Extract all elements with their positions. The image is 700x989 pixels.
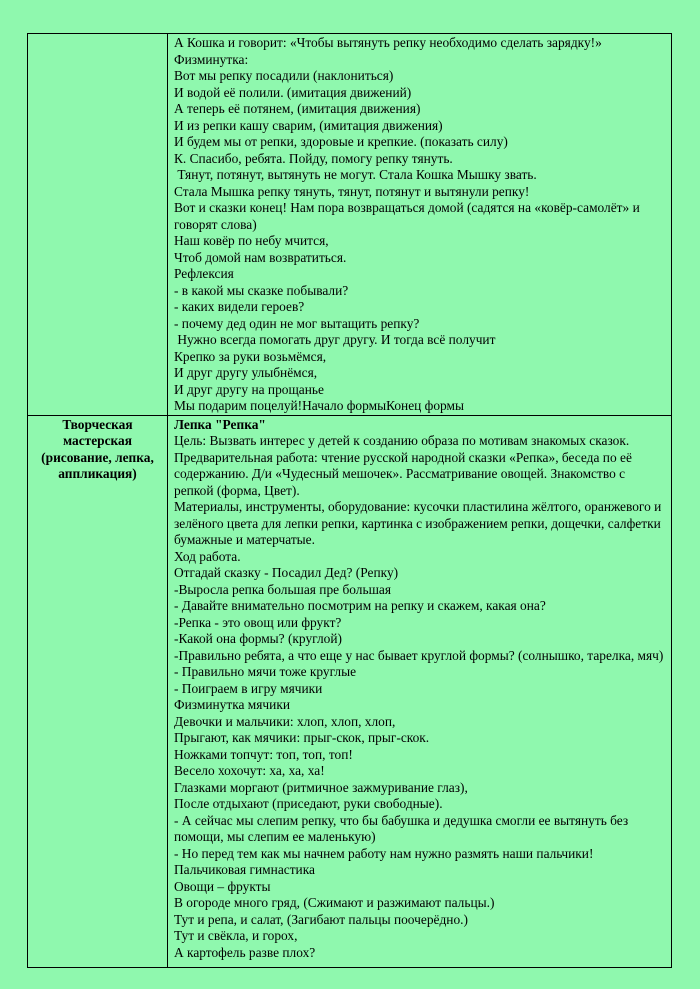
text-line: Прыгают, как мячики: прыг-скок, прыг-скок. xyxy=(174,730,430,745)
text-line: Крепко за руки возьмёмся, xyxy=(174,348,327,364)
text-line: Предварительная работа: чтение русской народной сказки «Репка», беседа по её содержанию. Д/и «Чудесный мешочек». Рассматривание овощей. Знакомство с репкой (форма, Цвет). xyxy=(174,449,636,498)
text-line: Ножками топчут: топ, топ, топ! xyxy=(174,746,353,762)
text-line: В огороде много гряд, (Сжимают и разжимают пальцы.) xyxy=(174,895,495,910)
text-line: Физминутка мячики xyxy=(174,697,290,712)
text-line: А Кошка и говорит: «Чтобы вытянуть репку необходимо сделать зарядку!» xyxy=(174,35,602,50)
text-line: Тут и свёкла, и горох, xyxy=(174,928,298,943)
activity-type-label: Творческая мастерская (рисование, лепка, аппликация) xyxy=(41,416,154,481)
text-line: Пальчиковая гимнастика xyxy=(174,862,315,877)
text-line: Нужно всегда помогать друг другу. И тогда всё получит xyxy=(174,332,496,347)
text-line: -Какой она формы? (круглой) xyxy=(174,631,342,646)
activity-content-cell xyxy=(168,34,672,416)
text-line: Тут и репа, и салат, (Загибают пальцы поочерёдно.) xyxy=(174,911,468,927)
text-line: Вот и сказки конец! Нам пора возвращаться домой (садятся на «ковёр-самолёт» и говорят слова) xyxy=(174,200,644,232)
lesson-plan-table xyxy=(27,33,672,968)
text-line: Ход работа. xyxy=(174,548,241,564)
text-line: Мы подарим поцелуй!Начало формыКонец формы xyxy=(174,398,464,413)
text-line: Тянут, потянут, вытянуть не могут. Стала Кошка Мышку звать. xyxy=(174,167,537,182)
text-line: - каких видели героев? xyxy=(174,299,305,314)
text-line: - А сейчас мы слепим репку, что бы бабушка и дедушка смогли ее вытянуть без помощи, мы слепим ее маленькую) xyxy=(174,812,632,844)
activity-type-label xyxy=(28,34,167,35)
text-line: А теперь её потянем, (имитация движения) xyxy=(174,101,421,116)
text-line: Весело хохочут: ха, ха, ха! xyxy=(174,763,325,778)
text-line: Девочки и мальчики: хлоп, хлоп, хлоп, xyxy=(174,713,396,729)
text-line: Рефлексия xyxy=(174,266,234,281)
text-line: -Репка - это овощ или фрукт? xyxy=(174,614,342,630)
activity-type-cell xyxy=(28,415,168,967)
text-line: После отдыхают (приседают, руки свободные). xyxy=(174,796,443,811)
text-line: - почему дед один не мог вытащить репку? xyxy=(174,315,420,331)
activity-content-text xyxy=(174,433,667,961)
text-line: Глазками моргают (ритмичное зажмуривание глаз), xyxy=(174,779,468,795)
text-line: И друг другу улыбнёмся, xyxy=(174,365,318,380)
text-line: И будем мы от репки, здоровые и крепкие. (показать силу) xyxy=(174,134,508,149)
activity-type-cell xyxy=(28,34,168,416)
text-line: -Правильно ребята, а что еще у нас бывает круглой формы? (солнышко, тарелка, мяч) xyxy=(174,647,664,663)
table-row xyxy=(28,415,672,967)
text-line: Наш ковёр по небу мчится, xyxy=(174,233,329,248)
activity-content-text xyxy=(174,35,667,415)
text-line: Вот мы репку посадили (наклониться) xyxy=(174,68,394,83)
table-row xyxy=(28,34,672,416)
text-line: - Поиграем в игру мячики xyxy=(174,680,323,696)
text-line: - Правильно мячи тоже круглые xyxy=(174,664,357,679)
text-line: Овощи – фрукты xyxy=(174,878,271,894)
activity-content-cell xyxy=(168,415,672,967)
text-line: Отгадай сказку - Посадил Дед? (Репку) xyxy=(174,565,399,580)
text-line: -Выросла репка большая пре большая xyxy=(174,581,391,597)
text-line: А картофель разве плох? xyxy=(174,944,316,960)
text-line: Стала Мышка репку тянуть, тянут, потянут и вытянули репку! xyxy=(174,183,530,199)
text-line: Материалы, инструменты, оборудование: кусочки пластилина жёлтого, оранжевого и зелёного цвета для лепки репки, картинка с изображением репки, дощечки, салфетки бумажные и матерчатые. xyxy=(174,499,665,547)
text-line: Физминутка: xyxy=(174,51,249,67)
text-line: Цель: Вызвать интерес у детей к созданию образа по мотивам знакомых сказок. xyxy=(174,433,630,448)
text-line: - в какой мы сказке побывали? xyxy=(174,282,349,298)
activity-title: Лепка "Репка" xyxy=(174,416,266,432)
text-line: И из репки кашу сварим, (имитация движения) xyxy=(174,117,443,133)
text-line: И водой её полили. (имитация движений) xyxy=(174,84,412,100)
text-line: К. Спасибо, ребята. Пойду, помогу репку тянуть. xyxy=(174,150,453,166)
text-line: - Но перед тем как мы начнем работу нам нужно размять наши пальчики! xyxy=(174,845,594,861)
text-line: И друг другу на прощанье xyxy=(174,381,324,397)
text-line: - Давайте внимательно посмотрим на репку и скажем, какая она? xyxy=(174,598,546,613)
text-line: Чтоб домой нам возвратиться. xyxy=(174,249,347,265)
